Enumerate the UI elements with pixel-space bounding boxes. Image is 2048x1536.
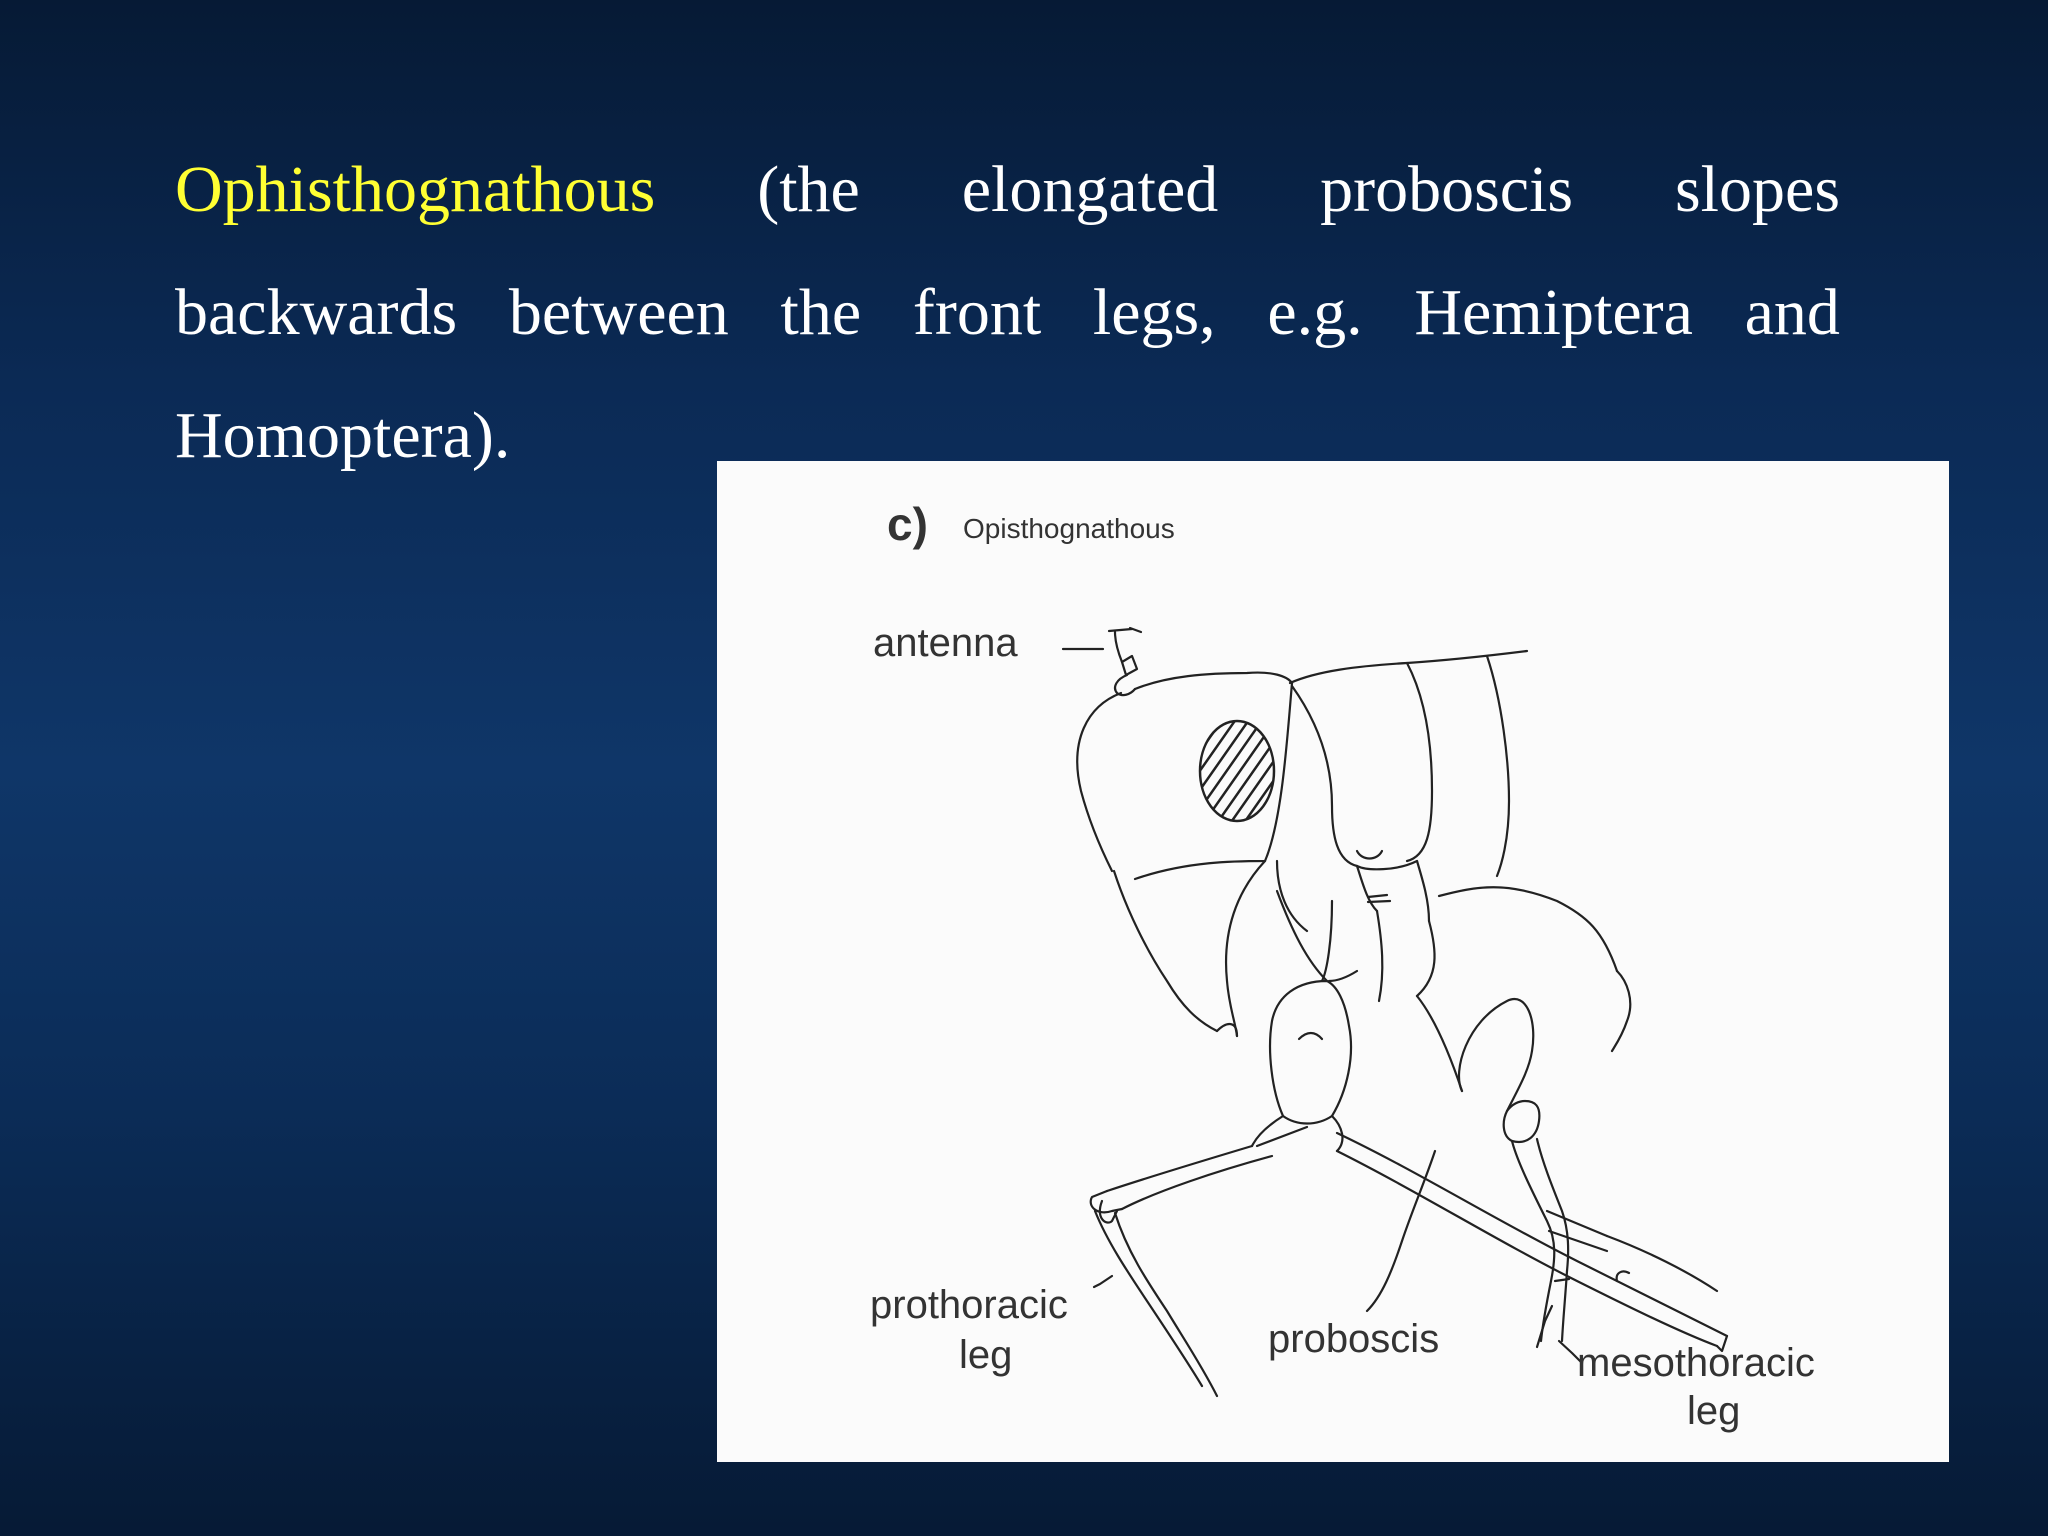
panel-title: Opisthognathous xyxy=(963,513,1175,544)
slide-paragraph xyxy=(175,128,1840,497)
panel-letter: c) xyxy=(887,498,928,550)
word: backwards xyxy=(175,276,458,349)
label-proboscis: proboscis xyxy=(1268,1317,1440,1361)
word: legs, xyxy=(1092,276,1216,349)
word: and xyxy=(1744,276,1840,349)
insect-head-figure xyxy=(717,461,1949,1462)
label-mesothoracic: mesothoracic xyxy=(1577,1341,1815,1385)
label-prothoracic-leg: leg xyxy=(959,1333,1013,1377)
rostrum-base-shape xyxy=(1217,861,1435,1036)
head-shape xyxy=(1077,673,1307,1031)
paragraph-line-2 xyxy=(175,251,1840,374)
word: e.g. xyxy=(1267,276,1363,349)
antenna-shape xyxy=(1063,628,1141,695)
compound-eye-shape xyxy=(1200,721,1274,821)
word: front xyxy=(912,276,1042,349)
paragraph-line-1 xyxy=(175,128,1840,251)
label-antenna: antenna xyxy=(873,621,1018,665)
word: (the xyxy=(757,153,860,226)
highlighted-term: Ophisthognathous xyxy=(175,153,656,226)
word: elongated xyxy=(961,153,1219,226)
label-mesothoracic-leg: leg xyxy=(1687,1389,1741,1433)
label-prothoracic: prothoracic xyxy=(870,1283,1068,1327)
word: the xyxy=(780,276,862,349)
word: proboscis xyxy=(1320,153,1574,226)
word: between xyxy=(508,276,729,349)
mesothoracic-leg-shape xyxy=(1417,887,1717,1341)
word: slopes xyxy=(1675,153,1840,226)
thorax-shape xyxy=(1290,651,1527,921)
word: Hemiptera xyxy=(1414,276,1693,349)
word: Homoptera). xyxy=(175,399,511,472)
